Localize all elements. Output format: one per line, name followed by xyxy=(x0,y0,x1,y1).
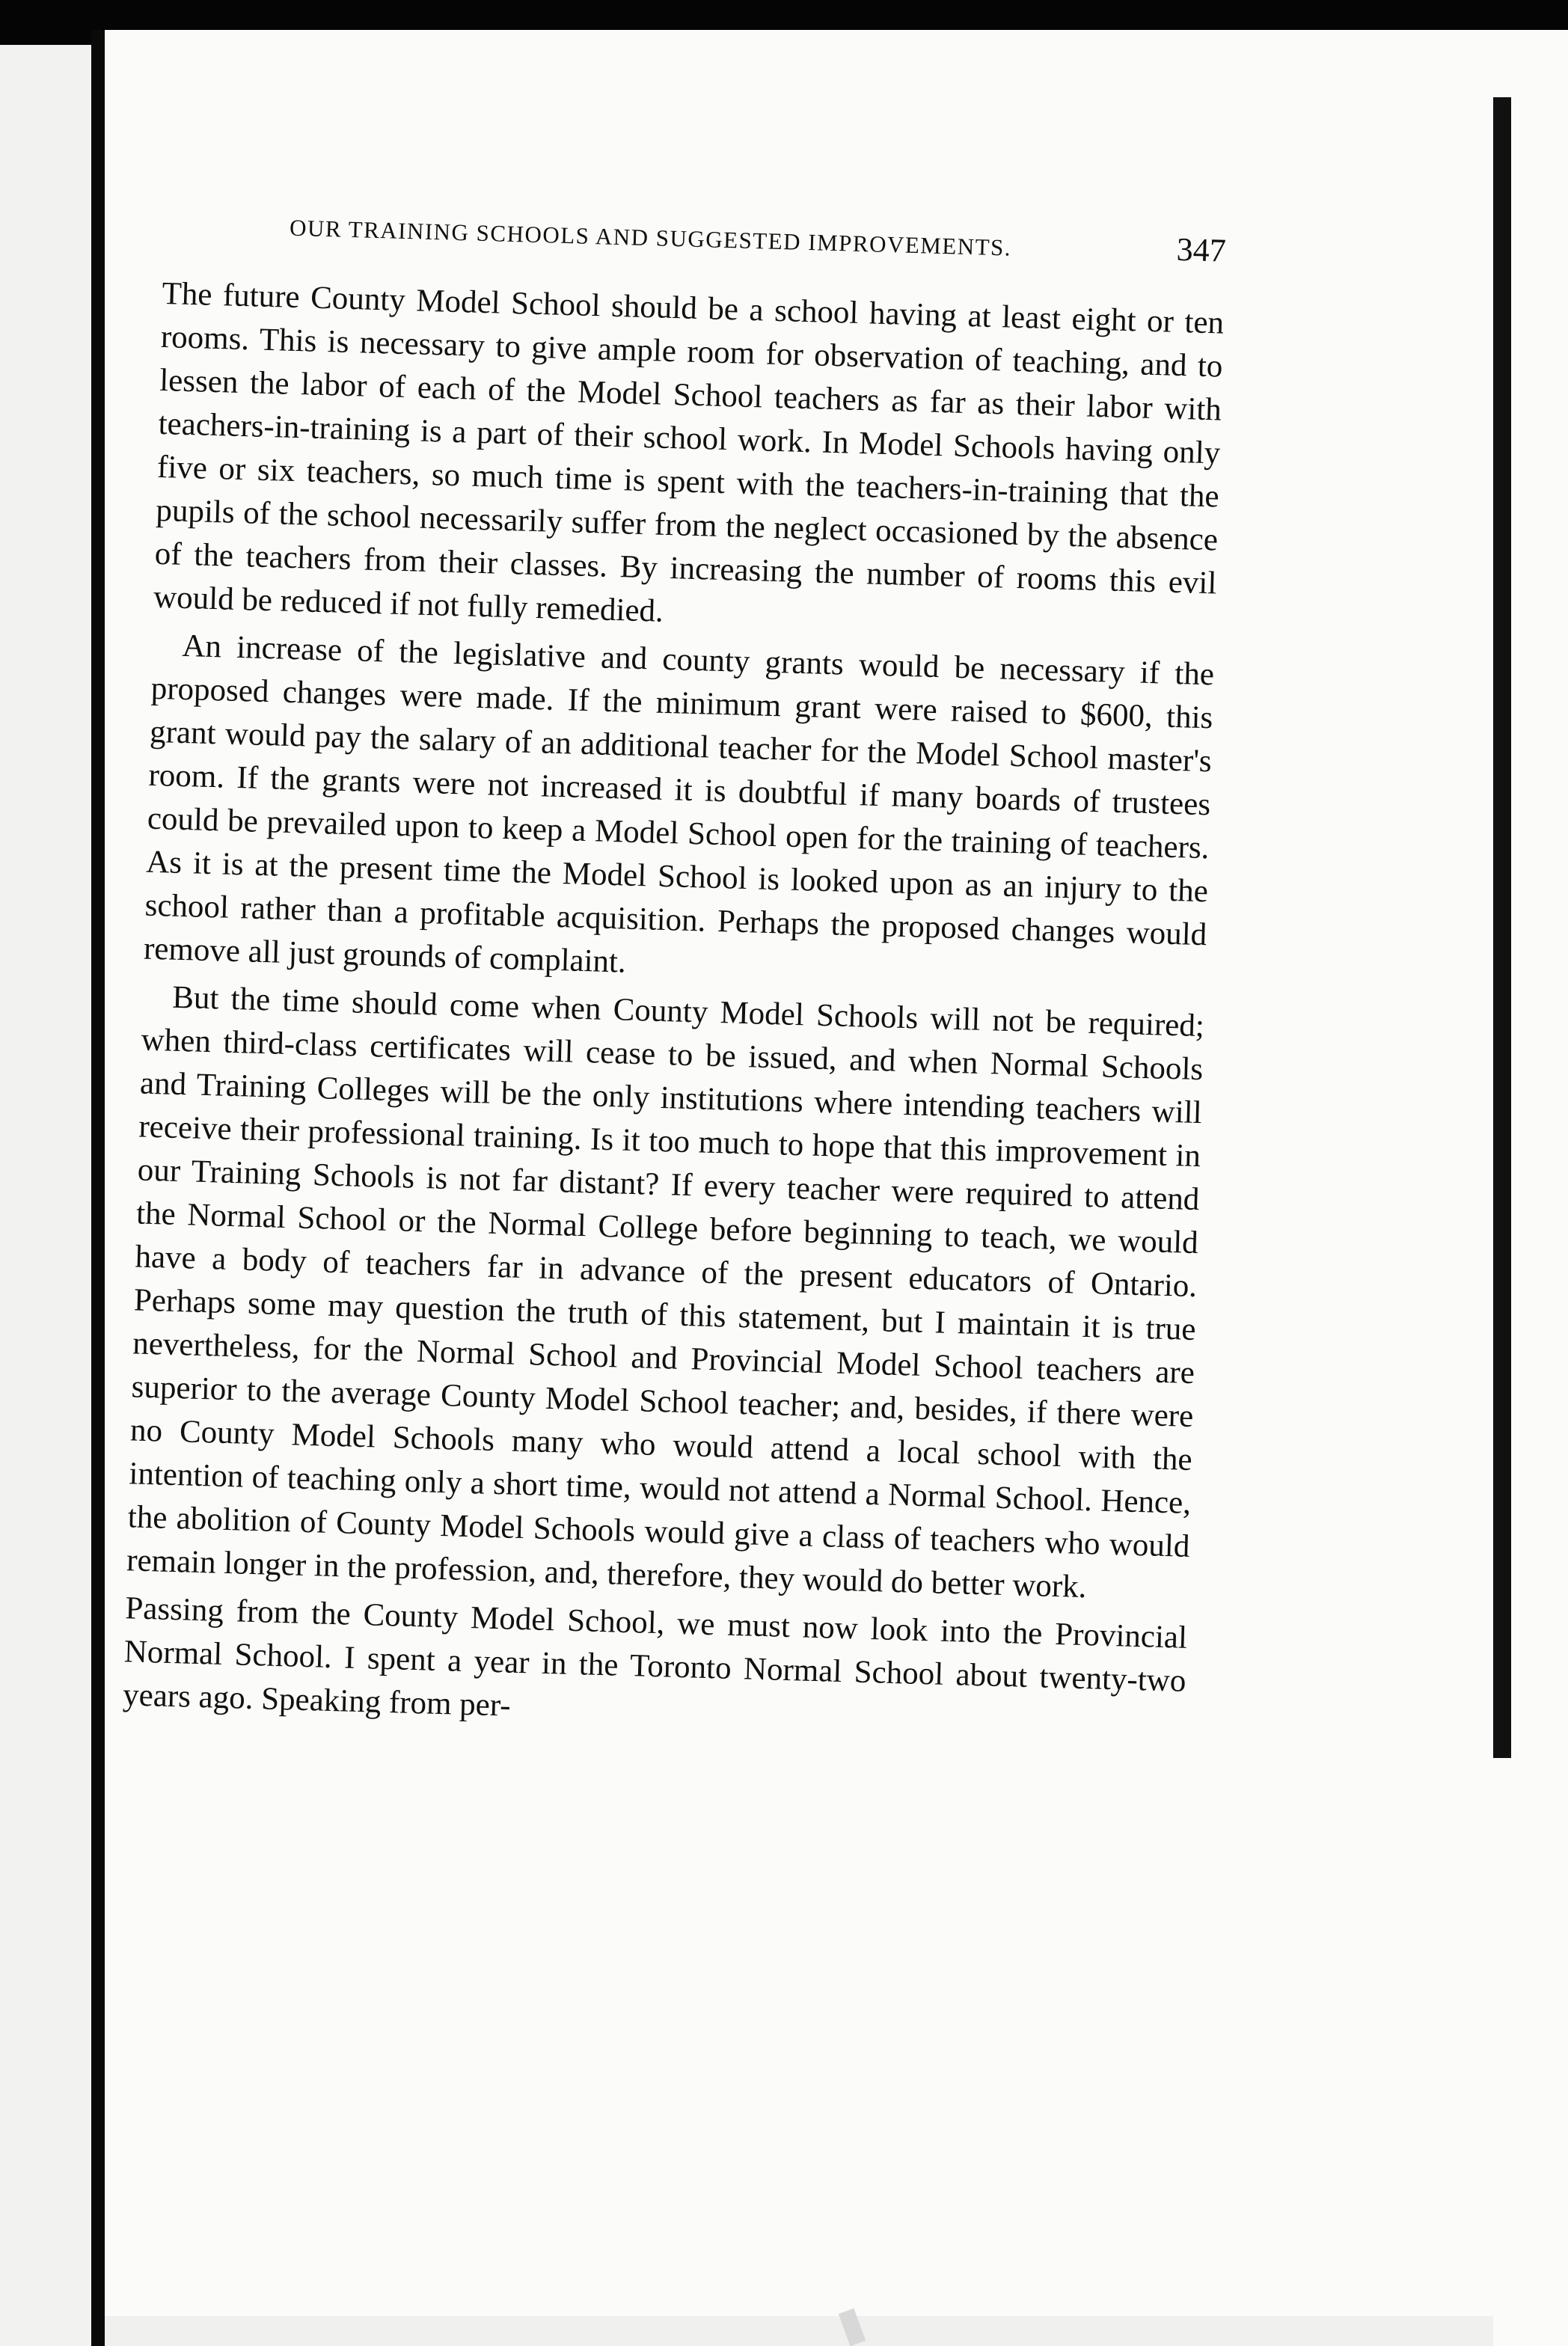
paragraph-provincial-normal-school: Passing from the County Model School, we must now look into the Provincial Normal School. I spent a year in the Toronto Normal School about twenty-two years ago. Speaking from per- xyxy=(122,1590,1188,1724)
running-title: OUR TRAINING SCHOOLS AND SUGGESTED IMPROVEMENTS. xyxy=(289,214,1012,261)
page-bottom-margin xyxy=(105,2316,1493,2346)
facing-page-edge xyxy=(0,45,91,2346)
gutter-shadow xyxy=(91,30,105,2346)
paragraph-grants: An increase of the legislative and county grants would be necessary if the proposed changes were made. If the minimum grant were raised to $600, this grant would pay the salary of an additional teacher for the Model School master's room. If the grants were not increased it is doubtful if many boards of trustees could be prevailed upon to keep a Model School open for the training of teachers. As it is at the present time the Model School is looked upon as an injury to the school rather than a profitable acquisition. Perhaps the proposed changes would remove all just grounds of complaint. xyxy=(143,628,1215,980)
page-content xyxy=(122,202,1226,1751)
paragraph-county-model-school: The future County Model School should be a school having at least eight or ten rooms. This is necessary to give ample room for observation of teaching, and to lessen the labor of each of the Model School teachers as far as their labor with teachers-in-training is a part of their school work. In Model Schools having only five or six teachers, so much time is spent with the teachers-in-training that the pupils of the school necessarily suffer from the neglect occasioned by the absence of the teachers from their classes. By increasing the number of rooms this evil would be reduced if not fully remedied. xyxy=(153,275,1225,629)
page-edge-shadow xyxy=(1493,97,1511,1758)
page-number: 347 xyxy=(1176,230,1227,269)
paragraph-normal-schools: But the time should come when County Model Schools will not be required; when third-class certificates will cease to be issued, and when Normal Schools and Training Colleges will be the only institutions where intending teachers will receive their professional training. Is it too much to hope that this improvement in our Training Schools is not far distant? If every teacher were required to attend the Normal School or the Normal College before beginning to teach, we would have a body of teachers far in advance of the present educators of Ontario. Perhaps some may question the truth of this statement, but I maintain it is true nevertheless, for the Normal School and Provincial Model School teachers are superior to the average County Model School teacher; and, besides, if there were no County Model Schools many who would attend a local school with the intention of teaching only a short time, would not attend a Normal School. Hence, the abolition of County Model Schools would give a class of teachers who would remain longer in the profession, and, therefore, they would do better work. xyxy=(126,979,1205,1605)
